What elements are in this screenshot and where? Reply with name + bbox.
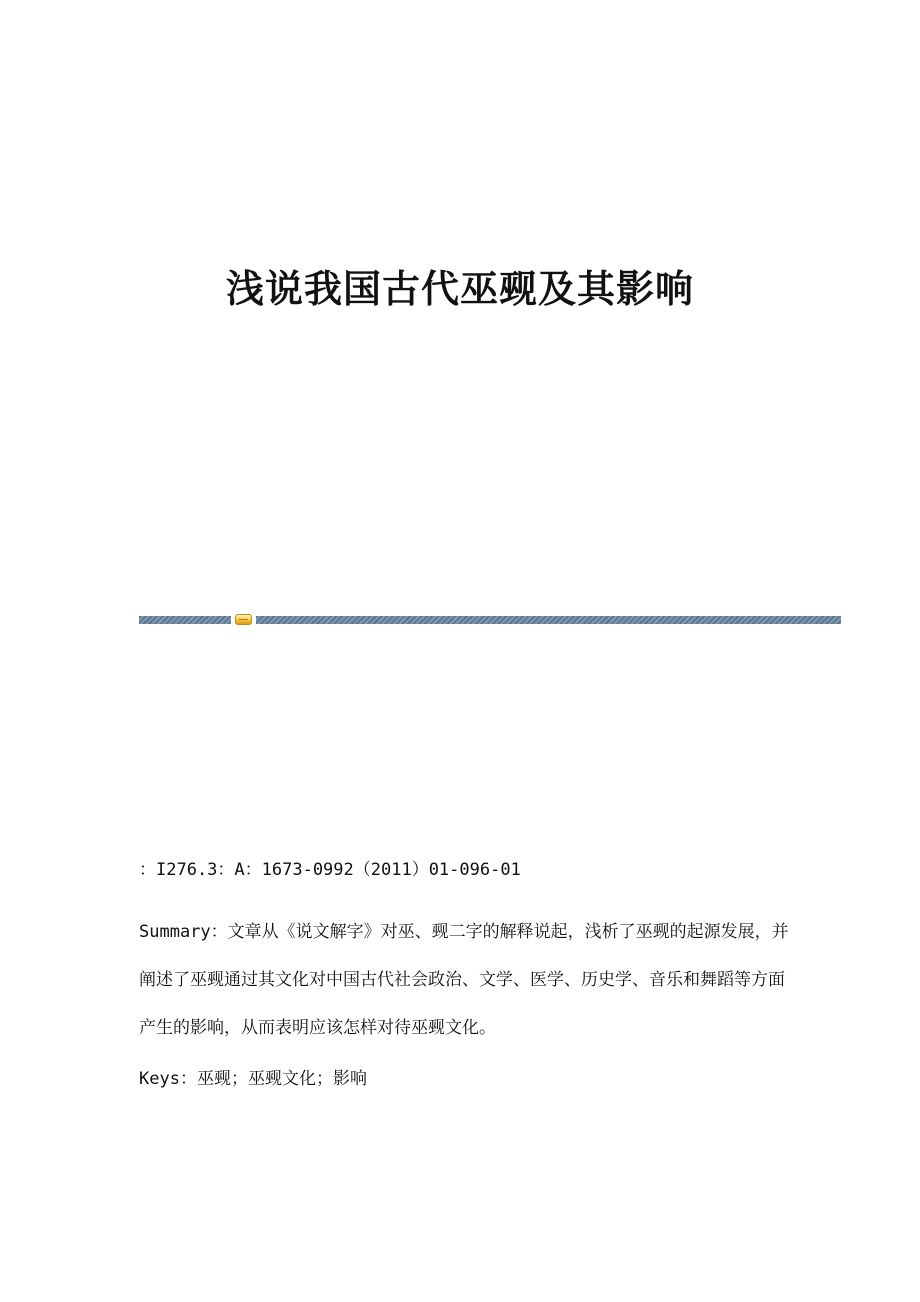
summary-paragraph	[139, 908, 799, 1052]
keywords-text: 巫觋；巫觋文化；影响	[196, 1069, 367, 1089]
divider-bar-right	[256, 616, 841, 624]
document-title: 浅说我国古代巫觋及其影响	[225, 266, 694, 311]
divider-bar-left	[139, 616, 231, 624]
keywords-label: Keys：	[139, 1069, 197, 1089]
summary-label: Summary：	[139, 922, 228, 942]
classification-line: ：I276.3：A：1673-0992（2011）01-096-01	[139, 860, 521, 880]
gem-ornament-icon	[235, 614, 252, 625]
keywords-line	[139, 1064, 799, 1094]
summary-text: 文章从《说文解字》对巫、觋二字的解释说起，浅析了巫觋的起源发展，并阐述了巫觋通过其文化对中国古代社会政治、文学、医学、历史学、音乐和舞蹈等方面产生的影响，从而表明应该怎样对待巫觋文化。	[139, 922, 789, 1038]
decorative-divider	[139, 613, 841, 625]
